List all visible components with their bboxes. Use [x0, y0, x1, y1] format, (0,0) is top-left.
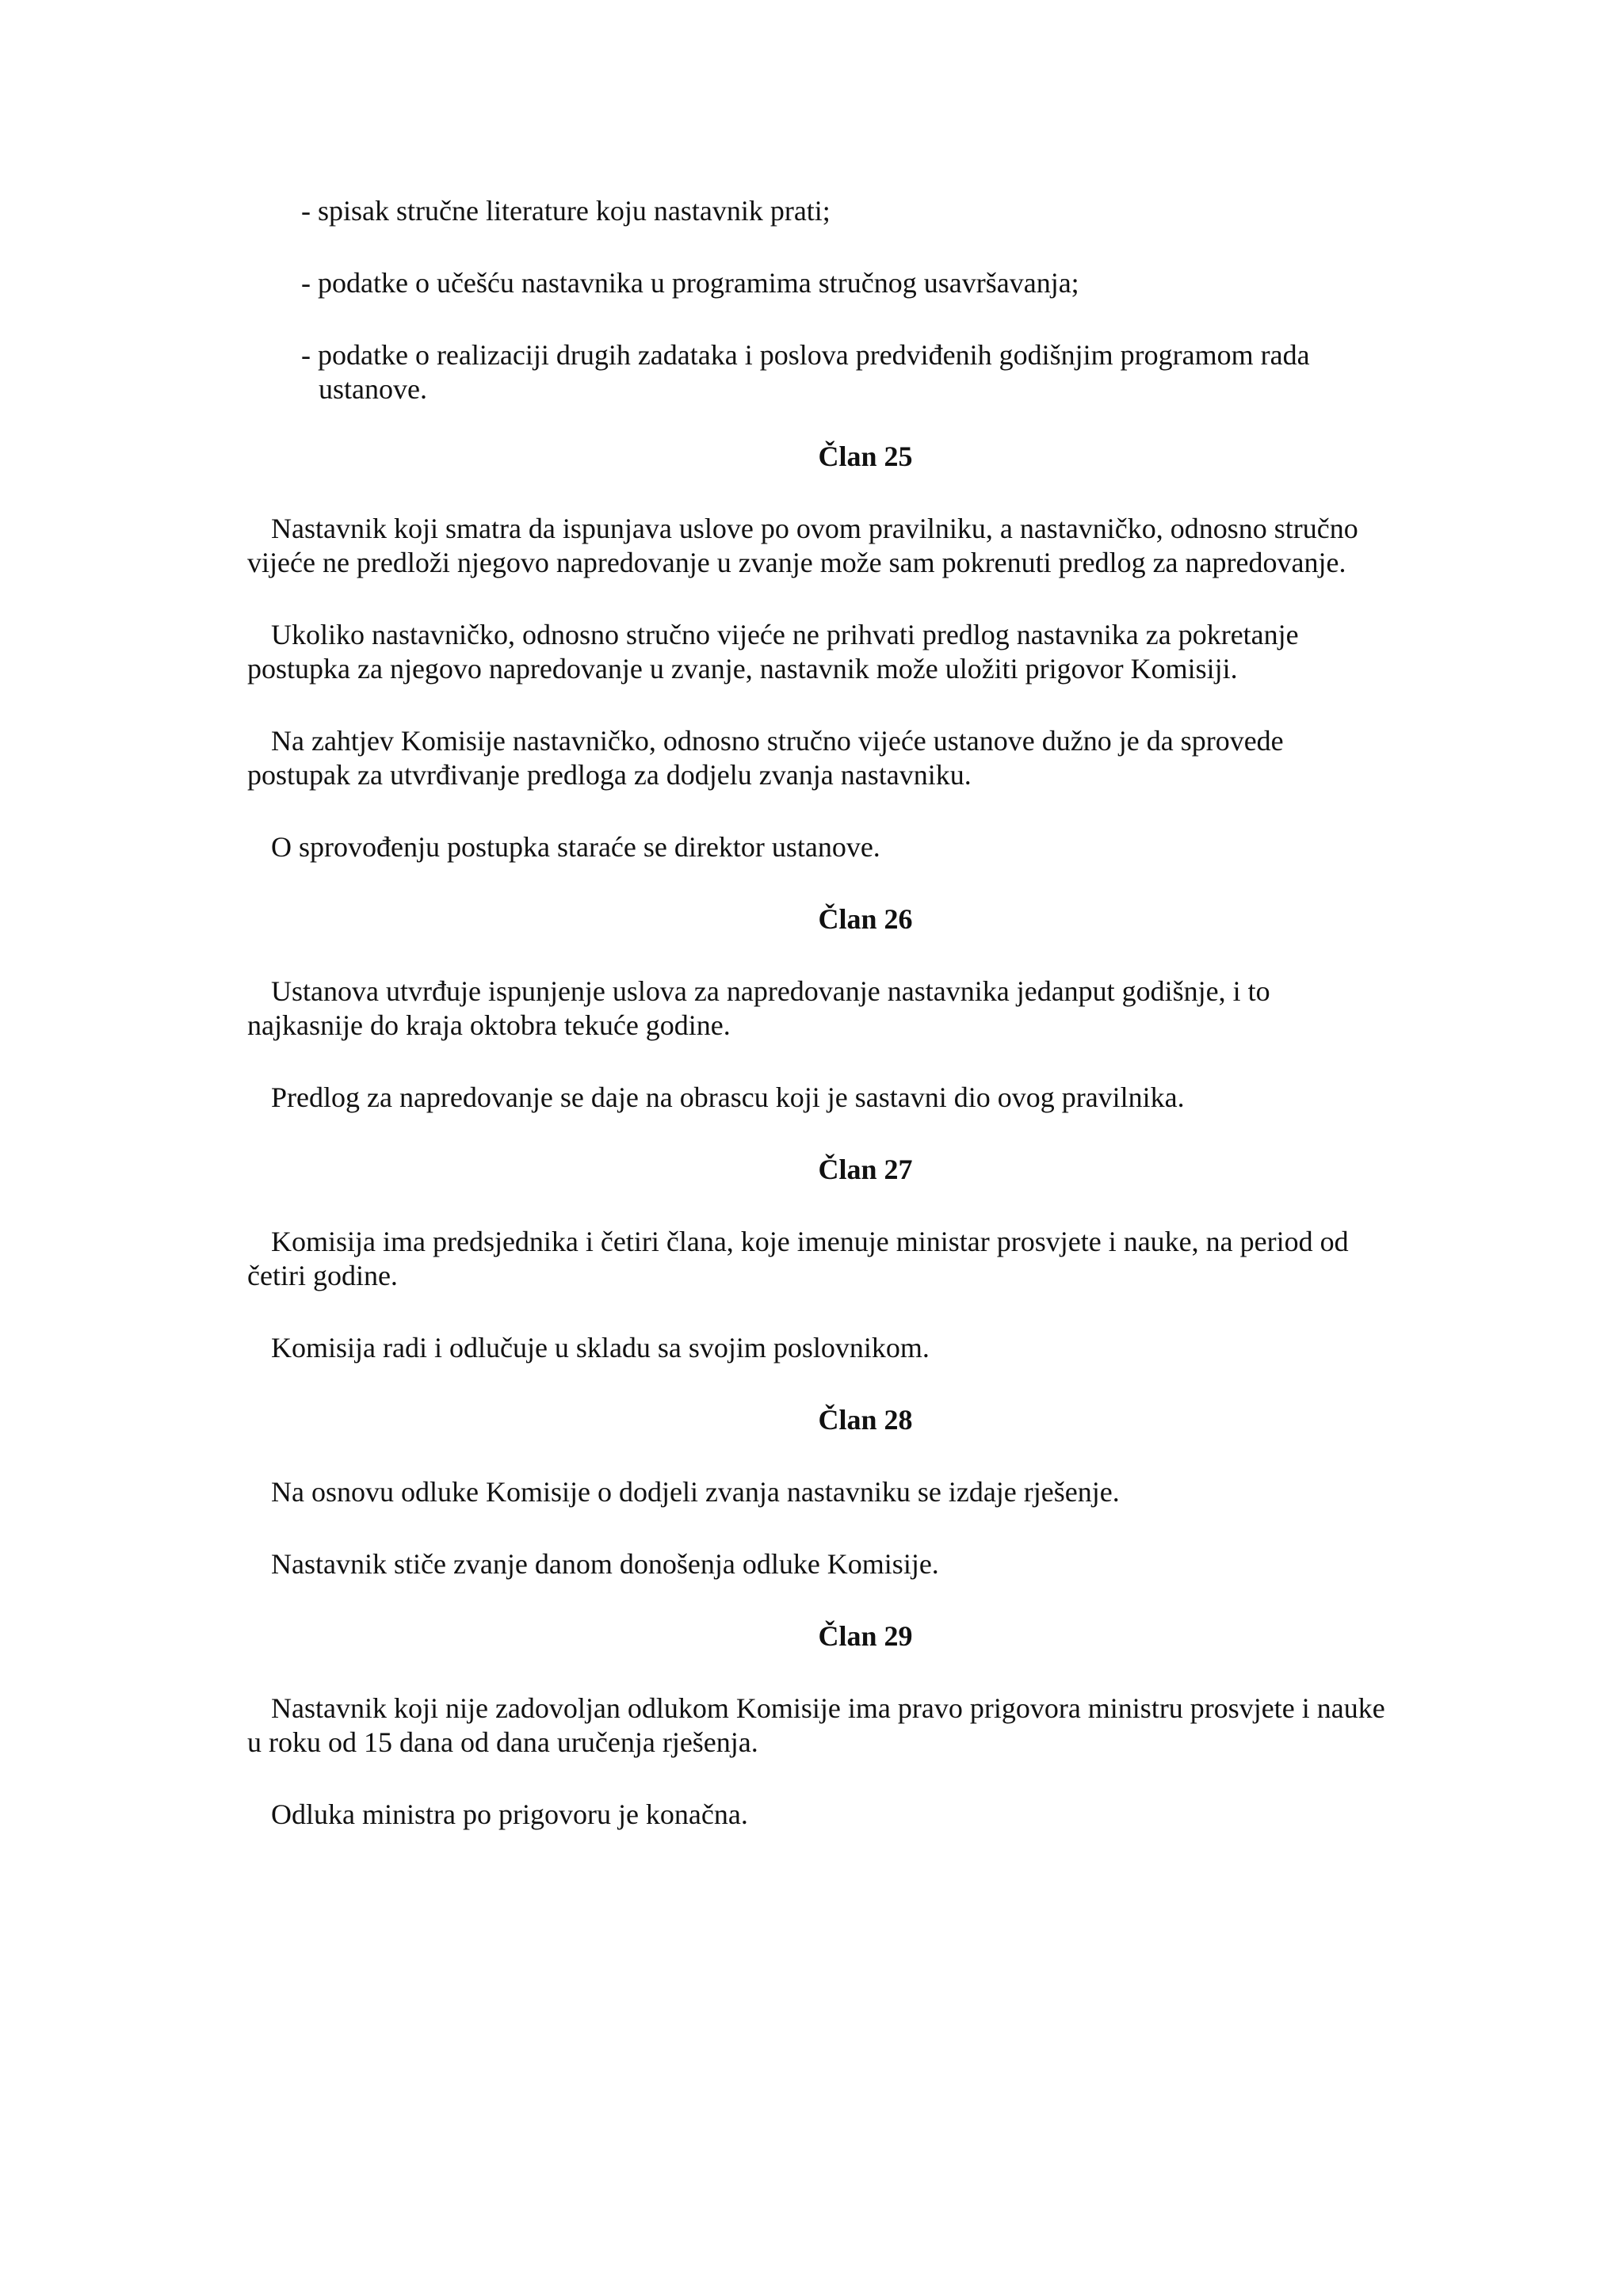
paragraph: O sprovođenju postupka staraće se direktor ustanove.	[271, 831, 880, 863]
article-heading: Član 29	[818, 1620, 913, 1652]
article-heading: Član 27	[818, 1154, 913, 1185]
article-heading: Član 26	[818, 903, 913, 935]
article-27	[247, 1153, 1388, 1365]
paragraph: Nastavnik stiče zvanje danom donošenja odluke Komisije.	[271, 1548, 939, 1580]
paragraph: Ukoliko nastavničko, odnosno stručno vijeće ne prihvati predlog nastavnika za pokretanje postupka za njegovo napredovanje u zvanje, nastavnik može uložiti prigovor Komisiji.	[247, 619, 1299, 685]
paragraph: Na zahtjev Komisije nastavničko, odnosno stručno vijeće ustanove dužno je da sprovede postupak za utvrđivanje predloga za dodjelu zvanja nastavniku.	[247, 725, 1284, 791]
paragraph: Nastavnik koji nije zadovoljan odlukom Komisije ima pravo prigovora ministru prosvjete i nauke u roku od 15 dana od dana uručenja rješenja.	[247, 1692, 1385, 1758]
paragraph: Odluka ministra po prigovoru je konačna.	[271, 1798, 748, 1830]
list-item: - spisak stručne literature koju nastavnik prati;	[301, 195, 831, 227]
article-heading: Član 28	[818, 1404, 913, 1436]
article-26	[247, 902, 1388, 1115]
article-heading: Član 25	[818, 441, 913, 472]
article-25	[247, 440, 1388, 864]
paragraph: Predlog za napredovanje se daje na obrascu koji je sastavni dio ovog pravilnika.	[271, 1081, 1185, 1113]
list-item: - podatke o učešću nastavnika u programima stručnog usavršavanja;	[301, 267, 1079, 299]
paragraph: Komisija radi i odlučuje u skladu sa svojim poslovnikom.	[271, 1332, 930, 1363]
article-28	[247, 1403, 1388, 1581]
paragraph: Na osnovu odluke Komisije o dodjeli zvanja nastavniku se izdaje rješenje.	[271, 1476, 1120, 1508]
document-body	[247, 194, 1388, 1870]
paragraph: Nastavnik koji smatra da ispunjava uslove po ovom pravilniku, a nastavničko, odnosno stručno vijeće ne predloži njegovo napredovanje u zvanje može sam pokrenuti predlog za napredovanje.	[247, 513, 1358, 578]
article-29	[247, 1619, 1388, 1832]
paragraph: Komisija ima predsjednika i četiri člana, koje imenuje ministar prosvjete i nauke, na period od četiri godine.	[247, 1226, 1349, 1291]
paragraph: Ustanova utvrđuje ispunjenje uslova za napredovanje nastavnika jedanput godišnje, i to najkasnije do kraja oktobra tekuće godine.	[247, 975, 1270, 1041]
list-item: - podatke o realizaciji drugih zadataka i poslova predviđenih godišnjim programom rada ustanove.	[301, 339, 1310, 405]
